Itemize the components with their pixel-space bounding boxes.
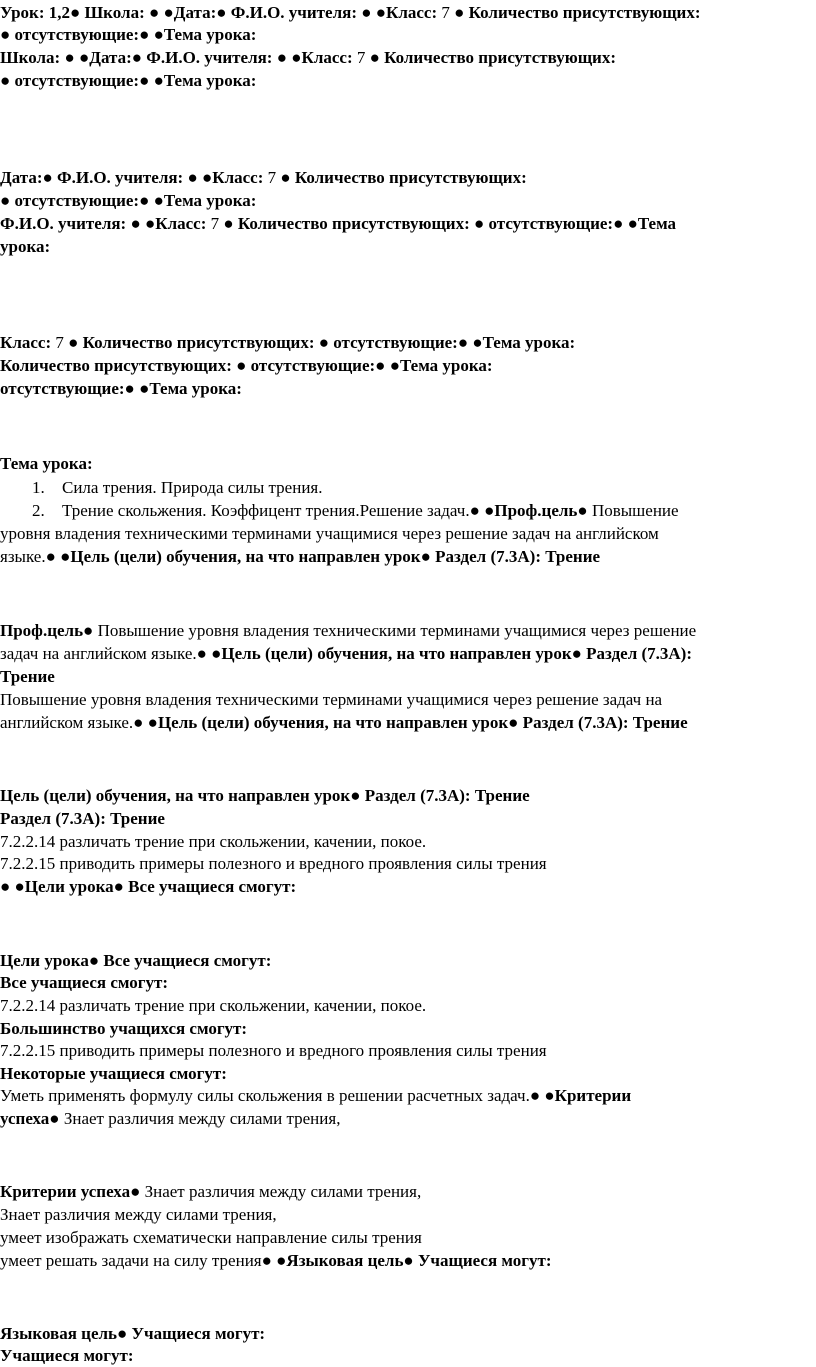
- text-line: [0, 712, 688, 734]
- plain-text: 7: [356, 48, 370, 67]
- bold-text: ● ●Языковая цель● Учащиеся могут:: [261, 1251, 552, 1270]
- text-line: [0, 546, 600, 568]
- text-line: [0, 785, 530, 807]
- text-line: [0, 1108, 340, 1130]
- plain-text: английском языке.: [0, 713, 134, 732]
- text-line: [0, 1345, 134, 1367]
- plain-text: 7: [210, 214, 224, 233]
- bold-text: Тема урока:: [0, 454, 93, 473]
- text-line: [0, 1323, 265, 1345]
- text-line: [0, 1227, 422, 1249]
- text-line: [0, 1085, 631, 1107]
- plain-text: 7.2.2.15 приводить примеры полезного и вредного проявления силы трения: [0, 1041, 547, 1060]
- text-line: [0, 972, 168, 994]
- plain-text: 7: [267, 168, 281, 187]
- bold-text: Некоторые учащиеся смогут:: [0, 1064, 227, 1083]
- plain-text: 7.2.2.15 приводить примеры полезного и вредного проявления силы трения: [0, 854, 547, 873]
- text-line: [0, 378, 242, 400]
- plain-text: Повышение уровня владения техническими терминами учащимися через решение задач на: [0, 690, 663, 709]
- text-line: [0, 190, 256, 212]
- bold-text: ● Количество присутствующих:: [280, 168, 527, 187]
- plain-text: 7: [55, 333, 69, 352]
- plain-text: уровня владения техническими терминами учащимися через решение задач на английском: [0, 524, 659, 543]
- bold-text: ● Количество присутствующих:: [369, 48, 617, 67]
- bold-text: Класс:: [0, 333, 56, 352]
- bold-text: успеха●: [0, 1109, 64, 1128]
- bold-text: Трение: [0, 667, 55, 686]
- text-line: [0, 47, 616, 69]
- bold-text: Все учащиеся смогут:: [0, 973, 168, 992]
- text-line: [0, 853, 547, 875]
- bold-text: урока:: [0, 237, 51, 256]
- text-line: [0, 995, 426, 1017]
- bold-text: ● ●Проф.цель●: [469, 501, 592, 520]
- text-line: [0, 167, 527, 189]
- text-line: [0, 1040, 547, 1062]
- plain-text: Трение скольжения. Коэффицент трения.Решение задач.: [62, 501, 470, 520]
- text-line: [0, 70, 256, 92]
- bold-text: ● ●Критерии: [529, 1086, 632, 1105]
- bold-text: Критерии успеха●: [0, 1182, 145, 1201]
- text-line: [0, 1181, 421, 1203]
- text-line: [0, 2, 701, 24]
- plain-text: Знает различия между силами трения,: [0, 1205, 277, 1224]
- plain-text: 7: [441, 3, 455, 22]
- text-line: [0, 643, 692, 665]
- bold-text: ● Количество присутствующих:: [454, 3, 701, 22]
- text-line: [0, 1204, 277, 1226]
- text-line: [0, 236, 50, 258]
- plain-text: Знает различия между силами трения,: [144, 1182, 422, 1201]
- list-number: 1.: [32, 478, 45, 497]
- text-line: [0, 620, 696, 642]
- plain-text: Повышение уровня владения техническими терминами учащимися через решение: [97, 621, 697, 640]
- bold-text: ● отсутствующие:● ●Тема урока:: [0, 191, 257, 210]
- bold-text: ● отсутствующие:● ●Тема урока:: [0, 71, 257, 90]
- plain-text: 7.2.2.14 различать трение при скольжении, качении, покое.: [0, 832, 427, 851]
- text-line: [0, 332, 575, 354]
- bold-text: ● ●Цель (цели) обучения, на что направлен урок● Раздел (7.3А):: [196, 644, 693, 663]
- text-line: [0, 950, 271, 972]
- plain-text: Сила трения. Природа силы трения.: [62, 478, 323, 497]
- plain-text: задач на английском языке.: [0, 644, 197, 663]
- plain-text: Уметь применять формулу силы скольжения в решении расчетных задач.: [0, 1086, 530, 1105]
- bold-text: Проф.цель●: [0, 621, 98, 640]
- text-line: [0, 213, 676, 235]
- text-line: [0, 689, 662, 711]
- text-line: [0, 831, 426, 853]
- bold-text: Дата:● Ф.И.О. учителя: ● ●Класс:: [0, 168, 268, 187]
- bold-text: Учащиеся могут:: [0, 1346, 134, 1365]
- bold-text: ● Количество присутствующих: ● отсутствующие:● ●Тема урока:: [68, 333, 576, 352]
- plain-text: 7.2.2.14 различать трение при скольжении, качении, покое.: [0, 996, 427, 1015]
- plain-text: Повышение: [591, 501, 679, 520]
- bold-text: ● ●Цель (цели) обучения, на что направлен урок● Раздел (7.3А): Трение: [133, 713, 688, 732]
- plain-text: языке.: [0, 547, 46, 566]
- bold-text: Языковая цель● Учащиеся могут:: [0, 1324, 266, 1343]
- bold-text: Раздел (7.3А): Трение: [0, 809, 165, 828]
- bold-text: Цель (цели) обучения, на что направлен урок● Раздел (7.3А): Трение: [0, 786, 530, 805]
- bold-text: ● отсутствующие:● ●Тема урока:: [0, 25, 257, 44]
- text-line: [0, 1018, 247, 1040]
- bold-text: Количество присутствующих: ● отсутствующие:● ●Тема урока:: [0, 356, 493, 375]
- bold-text: Урок: 1,2● Школа: ● ●Дата:● Ф.И.О. учителя: ● ●Класс:: [0, 3, 442, 22]
- text-line: [0, 453, 93, 475]
- text-line: [0, 523, 659, 545]
- text-line: [0, 666, 55, 688]
- bold-text: отсутствующие:● ●Тема урока:: [0, 379, 242, 398]
- text-line: [0, 876, 296, 898]
- bold-text: ● ●Цель (цели) обучения, на что направлен урок● Раздел (7.3А): Трение: [45, 547, 601, 566]
- text-line: [0, 1063, 227, 1085]
- text-line: [0, 1250, 552, 1272]
- plain-text: Знает различия между силами трения,: [63, 1109, 341, 1128]
- plain-text: умеет решать задачи на силу трения: [0, 1251, 262, 1270]
- bold-text: Школа: ● ●Дата:● Ф.И.О. учителя: ● ●Класс:: [0, 48, 357, 67]
- bold-text: Цели урока● Все учащиеся смогут:: [0, 951, 272, 970]
- bold-text: ● ●Цели урока● Все учащиеся смогут:: [0, 877, 297, 896]
- text-line: [0, 24, 256, 46]
- bold-text: ● Количество присутствующих: ● отсутствующие:● ●Тема: [223, 214, 677, 233]
- text-line: [0, 808, 165, 830]
- list-number: 2.: [32, 501, 45, 520]
- bold-text: Большинство учащихся смогут:: [0, 1019, 248, 1038]
- text-line: [0, 355, 493, 377]
- plain-text: умеет изображать схематически направление силы трения: [0, 1228, 422, 1247]
- bold-text: Ф.И.О. учителя: ● ●Класс:: [0, 214, 211, 233]
